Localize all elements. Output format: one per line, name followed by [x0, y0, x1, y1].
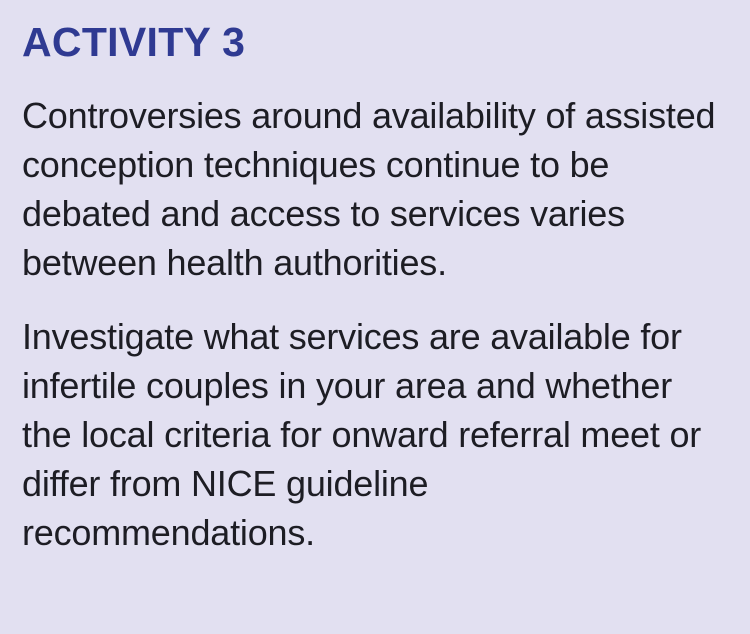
activity-title: ACTIVITY 3 [22, 19, 246, 65]
activity-paragraph-1: Controversies around availability of assisted conception techniques continue to be debated and access to services varies between health authorities. [22, 95, 716, 283]
activity-paragraph-2: Investigate what services are available for infertile couples in your area and whether the local criteria for onward referral meet or differ from NICE guideline recommendations. [22, 316, 702, 553]
